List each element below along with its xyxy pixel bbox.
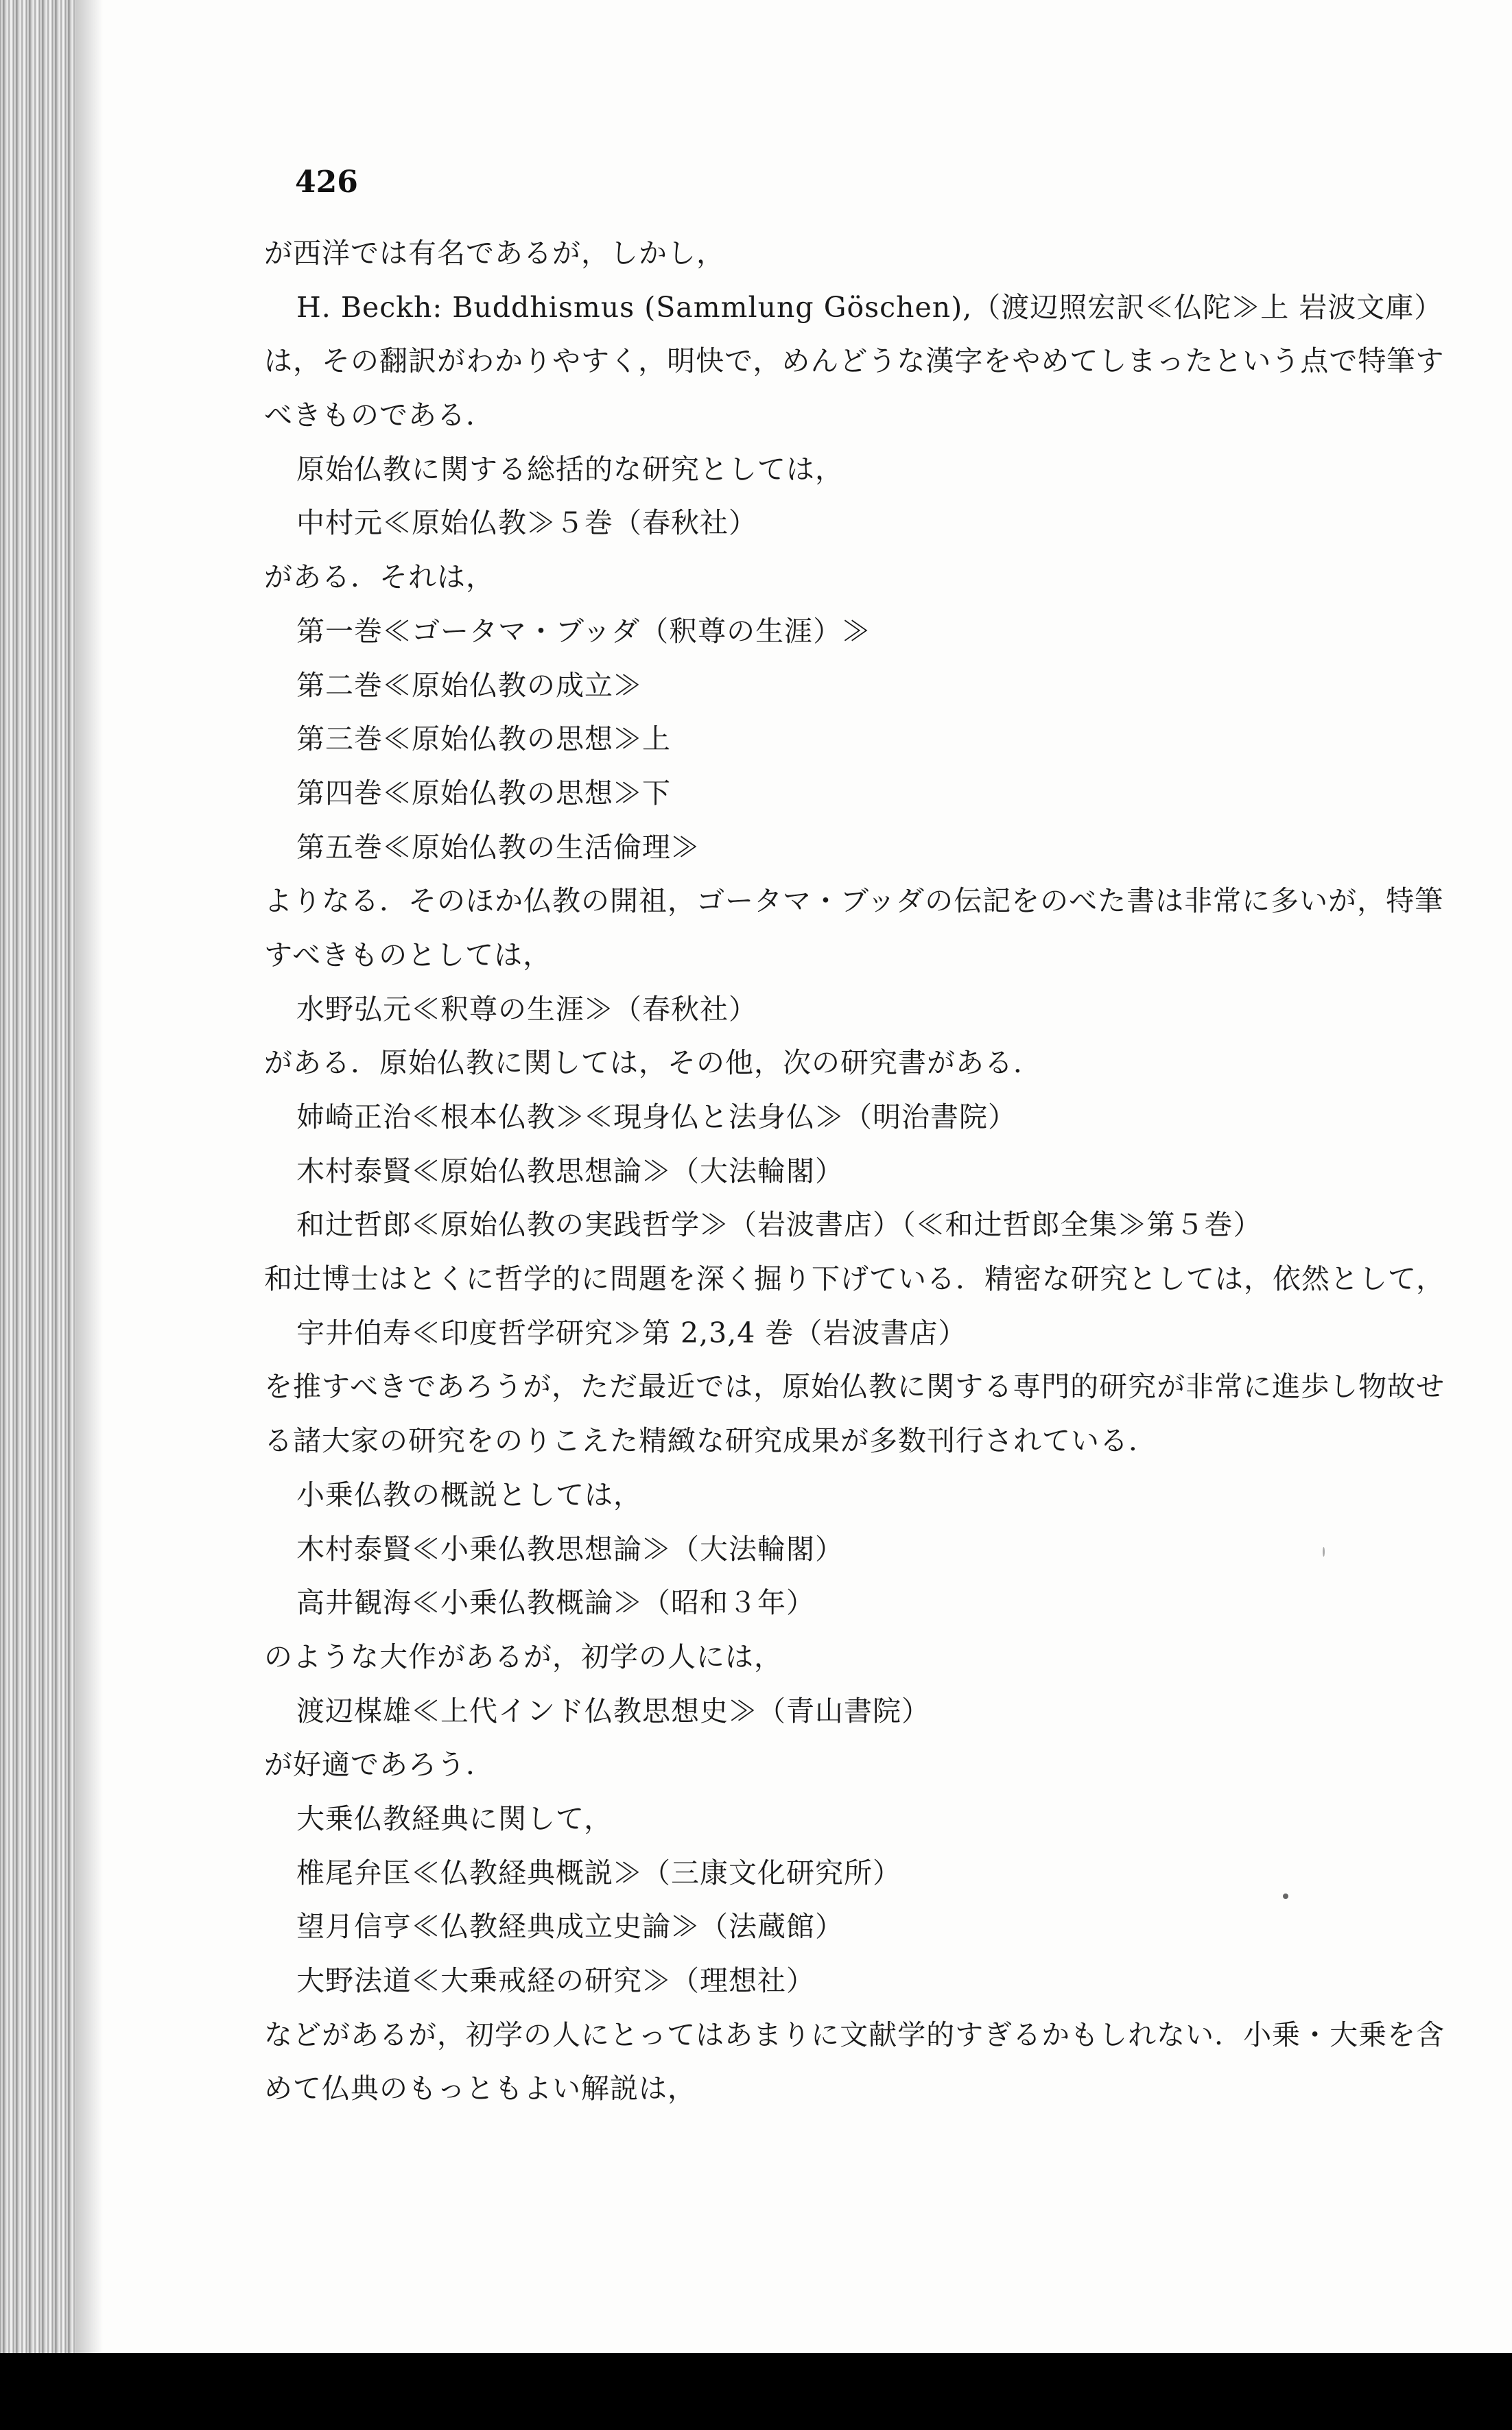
text-line: 大野法道≪大乗戒経の研究≫（理想社） (296, 1964, 815, 1997)
text-line: めて仏典のもっともよい解説は， (264, 2072, 696, 2105)
text-line: などがあるが，初学の人にとってはあまりに文献学的すぎるかもしれない．小乗・大乗を含 (264, 2018, 1445, 2051)
scan-speck (1323, 1547, 1325, 1557)
book-binding-shadow (0, 0, 75, 2430)
text-line: 木村泰賢≪小乗仏教思想論≫（大法輪閣） (296, 1532, 844, 1566)
text-line: は，その翻訳がわかりやすく，明快で，めんどうな漢字をやめてしまったという点で特筆す (264, 344, 1445, 378)
text-line: る諸大家の研究をのりこえた精緻な研究成果が多数刊行されている． (264, 1424, 1157, 1458)
text-line: H. Beckh: Buddhismus (Sammlung Göschen),（渡辺照宏訳≪仏陀≫上 岩波文庫） (296, 290, 1443, 324)
text-line: がある．それは， (264, 561, 495, 594)
text-line: すべきものとしては， (264, 938, 552, 971)
text-line: 第一巻≪ゴータマ・ブッダ（釈尊の生涯）≫ (296, 614, 871, 648)
text-line: 第二巻≪原始仏教の成立≫ (296, 668, 642, 702)
text-line: 椎尾弁匡≪仏教経典概説≫（三康文化研究所） (296, 1856, 901, 1889)
text-line: 和辻博士はとくに哲学的に問題を深く掘り下げている．精密な研究としては，依然として， (264, 1262, 1445, 1296)
text-line: が西洋では有名であるが，しかし， (264, 237, 725, 270)
text-line: 木村泰賢≪原始仏教思想論≫（大法輪閣） (296, 1154, 844, 1188)
text-line: 姉崎正治≪根本仏教≫≪現身仏と法身仏≫（明治書院） (296, 1100, 1017, 1133)
body-text (264, 226, 1499, 2116)
text-line: 和辻哲郎≪原始仏教の実践哲学≫（岩波書店）（≪和辻哲郎全集≫第５巻） (296, 1208, 1262, 1242)
scan-bottom-edge (0, 2353, 1512, 2430)
text-line: 水野弘元≪釈尊の生涯≫（春秋社） (296, 992, 757, 1026)
page-number: 426 (295, 165, 358, 200)
text-line: を推すべきであろうが，ただ最近では，原始仏教に関する専門的研究が非常に進歩し物故せ (264, 1370, 1445, 1404)
text-line: 宇井伯寿≪印度哲学研究≫第 2,3,4 巻（岩波書店） (296, 1316, 967, 1349)
text-line: がある．原始仏教に関しては，その他，次の研究書がある． (264, 1046, 1042, 1080)
text-line: 望月信亨≪仏教経典成立史論≫（法蔵館） (296, 1910, 844, 1944)
text-line: 大乗仏教経典に関して， (296, 1802, 613, 1835)
text-line: 第五巻≪原始仏教の生活倫理≫ (296, 830, 700, 864)
text-line: 渡辺楳雄≪上代インド仏教思想史≫（青山書院） (296, 1694, 930, 1727)
text-line: 第三巻≪原始仏教の思想≫上 (296, 722, 671, 756)
text-line: よりなる．そのほか仏教の開祖，ゴータマ・ブッダの伝記をのべた書は非常に多いが，特筆 (264, 884, 1444, 918)
text-line: が好適であろう． (264, 1748, 495, 1782)
text-line: 高井観海≪小乗仏教概論≫（昭和３年） (296, 1586, 815, 1620)
text-line: 小乗仏教の概説としては， (296, 1478, 642, 1511)
text-line: 第四巻≪原始仏教の思想≫下 (296, 776, 671, 810)
text-line: 中村元≪原始仏教≫５巻（春秋社） (296, 506, 757, 540)
binding-fade (75, 0, 103, 2430)
scan-speck (1283, 1894, 1288, 1899)
text-line: のような大作があるが，初学の人には， (264, 1640, 783, 1673)
text-line: べきものである． (264, 399, 495, 432)
text-line: 原始仏教に関する総括的な研究としては， (296, 452, 844, 486)
